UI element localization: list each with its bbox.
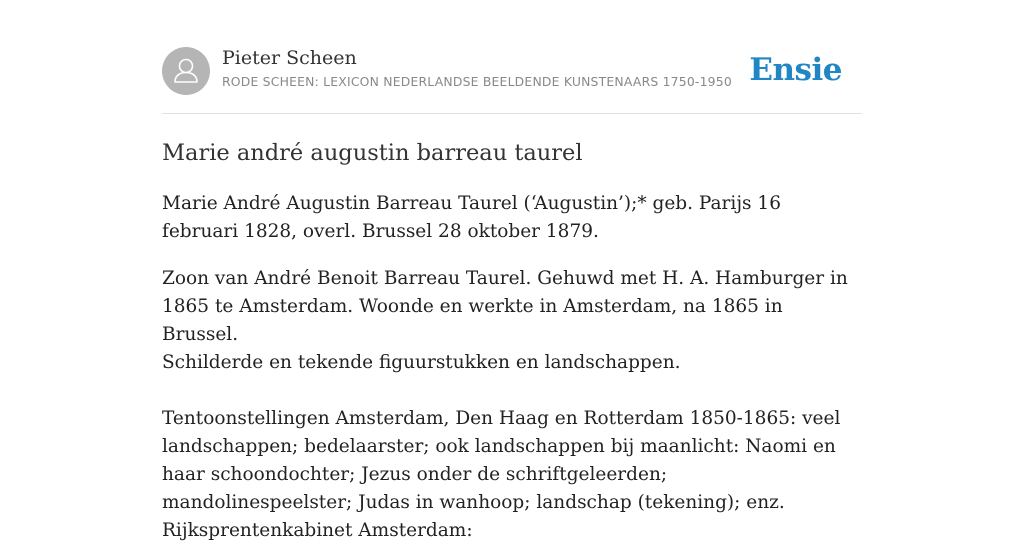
article-paragraph: Schilderde en tekende figuurstukken en landschappen. <box>162 352 681 373</box>
header-divider <box>162 113 862 114</box>
article-paragraph: Marie André Augustin Barreau Taurel (‘Augustin’);* geb. Parijs 16 februari 1828, overl. Brussel 28 oktober 1879. <box>162 193 781 242</box>
article-header <box>162 46 862 96</box>
article-paragraph: Zoon van André Benoit Barreau Taurel. Gehuwd met H. A. Hamburger in 1865 te Amsterdam. Woonde en werkte in Amsterdam, na 1865 in Brussel. <box>162 268 848 345</box>
article-title: Marie andré augustin barreau taurel <box>162 140 583 166</box>
source-title[interactable]: RODE SCHEEN: LEXICON NEDERLANDSE BEELDENDE KUNSTENAARS 1750-1950 <box>222 74 732 89</box>
user-icon <box>162 47 210 95</box>
author-avatar[interactable] <box>162 47 210 95</box>
ensie-logo[interactable]: Ensie <box>749 52 842 88</box>
author-name[interactable]: Pieter Scheen <box>222 47 357 69</box>
article-page <box>162 0 862 541</box>
article-paragraph: Tentoonstellingen Amsterdam, Den Haag en Rotterdam 1850-1865: veel landschappen; bedelaarster; ook landschappen bij maanlicht: Naomi en haar schoondochter; Jezus onder de schriftgeleerden; mandolinespeelster; Judas in wanhoop; landschap (tekening); enz. Rijksprentenkabinet Amsterdam: <box>162 408 841 541</box>
